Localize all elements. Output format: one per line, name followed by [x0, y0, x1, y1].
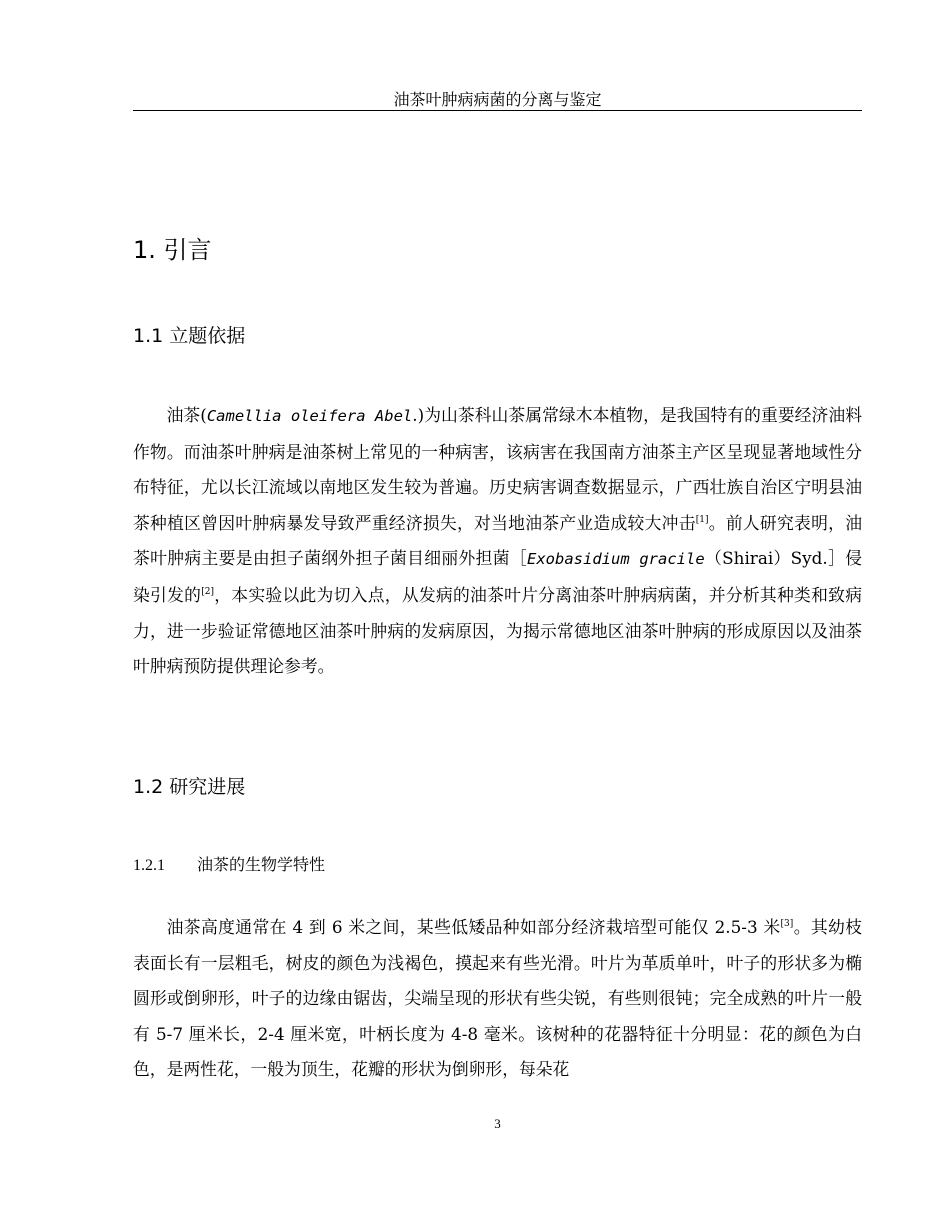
- subsubsection-title: 油茶的生物学特性: [197, 855, 326, 874]
- text-run: 油茶(: [166, 405, 207, 425]
- citation-ref-2: [2]: [201, 586, 214, 597]
- subsection-heading-rationale: 1.1 立题依据: [133, 325, 246, 347]
- text-run: 油茶高度通常在 4 到 6 米之间，某些低矮品种如部分经济栽培型可能仅 2.5-3 米: [166, 917, 781, 937]
- latin-name-camellia: Camellia oleifera Abel: [206, 407, 413, 425]
- text-run: 。前人研究表明，油茶叶肿病主要是由担子菌纲外担子菌目细丽外担菌［: [133, 512, 862, 569]
- text-run: ，本实验以此为切入点，从发病的油茶叶片分离油茶叶肿病病菌，并分析其种类和致病力，进一步验证常德地区油茶叶肿病的发病原因，为揭示常德地区油茶叶肿病的形成原因以及油茶叶肿病预防提供理论参考。: [133, 584, 862, 677]
- subsubsection-heading-biology: [133, 853, 325, 878]
- text-run: 。其幼枝表面长有一层粗毛，树皮的颜色为浅褐色，摸起来有些光滑。叶片为革质单叶，叶子的形状多为椭圆形或倒卵形，叶子的边缘由锯齿，尖端呈现的形状有些尖锐，有些则很钝；完全成熟的叶片一般有 5-7 厘米长，2-4 厘米宽，叶柄长度为 4-8 毫米。该树种的花器特征十分明显：花的颜色为白色，是两性花，一般为顶生，花瓣的形状为倒卵形，每朵花: [133, 917, 862, 1080]
- subsection-heading-progress: 1.2 研究进展: [133, 776, 246, 798]
- subsubsection-number: 1.2.1: [133, 857, 165, 874]
- paragraph-rationale: [133, 398, 862, 685]
- section-heading-introduction: 1. 引言: [133, 236, 212, 264]
- header-divider: [133, 110, 862, 111]
- citation-ref-1: [1]: [695, 514, 709, 525]
- text-run: .)为山茶科山茶属常绿木本植物，是我国特有的重要经济油料作物。而油茶叶肿病是油茶树上常见的一种病害，该病害在我国南方油茶主产区呈现显著地域性分布特征，尤以长江流域以南地区发生较为普遍。历史病害调查数据显示，广西壮族自治区宁明县油茶种植区曾因叶肿病暴发导致严重经济损失，对当地油茶产业造成较大冲击: [133, 405, 862, 533]
- latin-name-exobasidium: Exobasidium gracile: [527, 550, 705, 569]
- text-run: （Shirai）Syd.］侵染引发的: [133, 548, 862, 605]
- page-number: 3: [494, 1116, 501, 1131]
- running-header: 油茶叶肿病病菌的分离与鉴定: [393, 90, 602, 109]
- citation-ref-3: [3]: [780, 919, 794, 929]
- paragraph-biology: [133, 910, 862, 1088]
